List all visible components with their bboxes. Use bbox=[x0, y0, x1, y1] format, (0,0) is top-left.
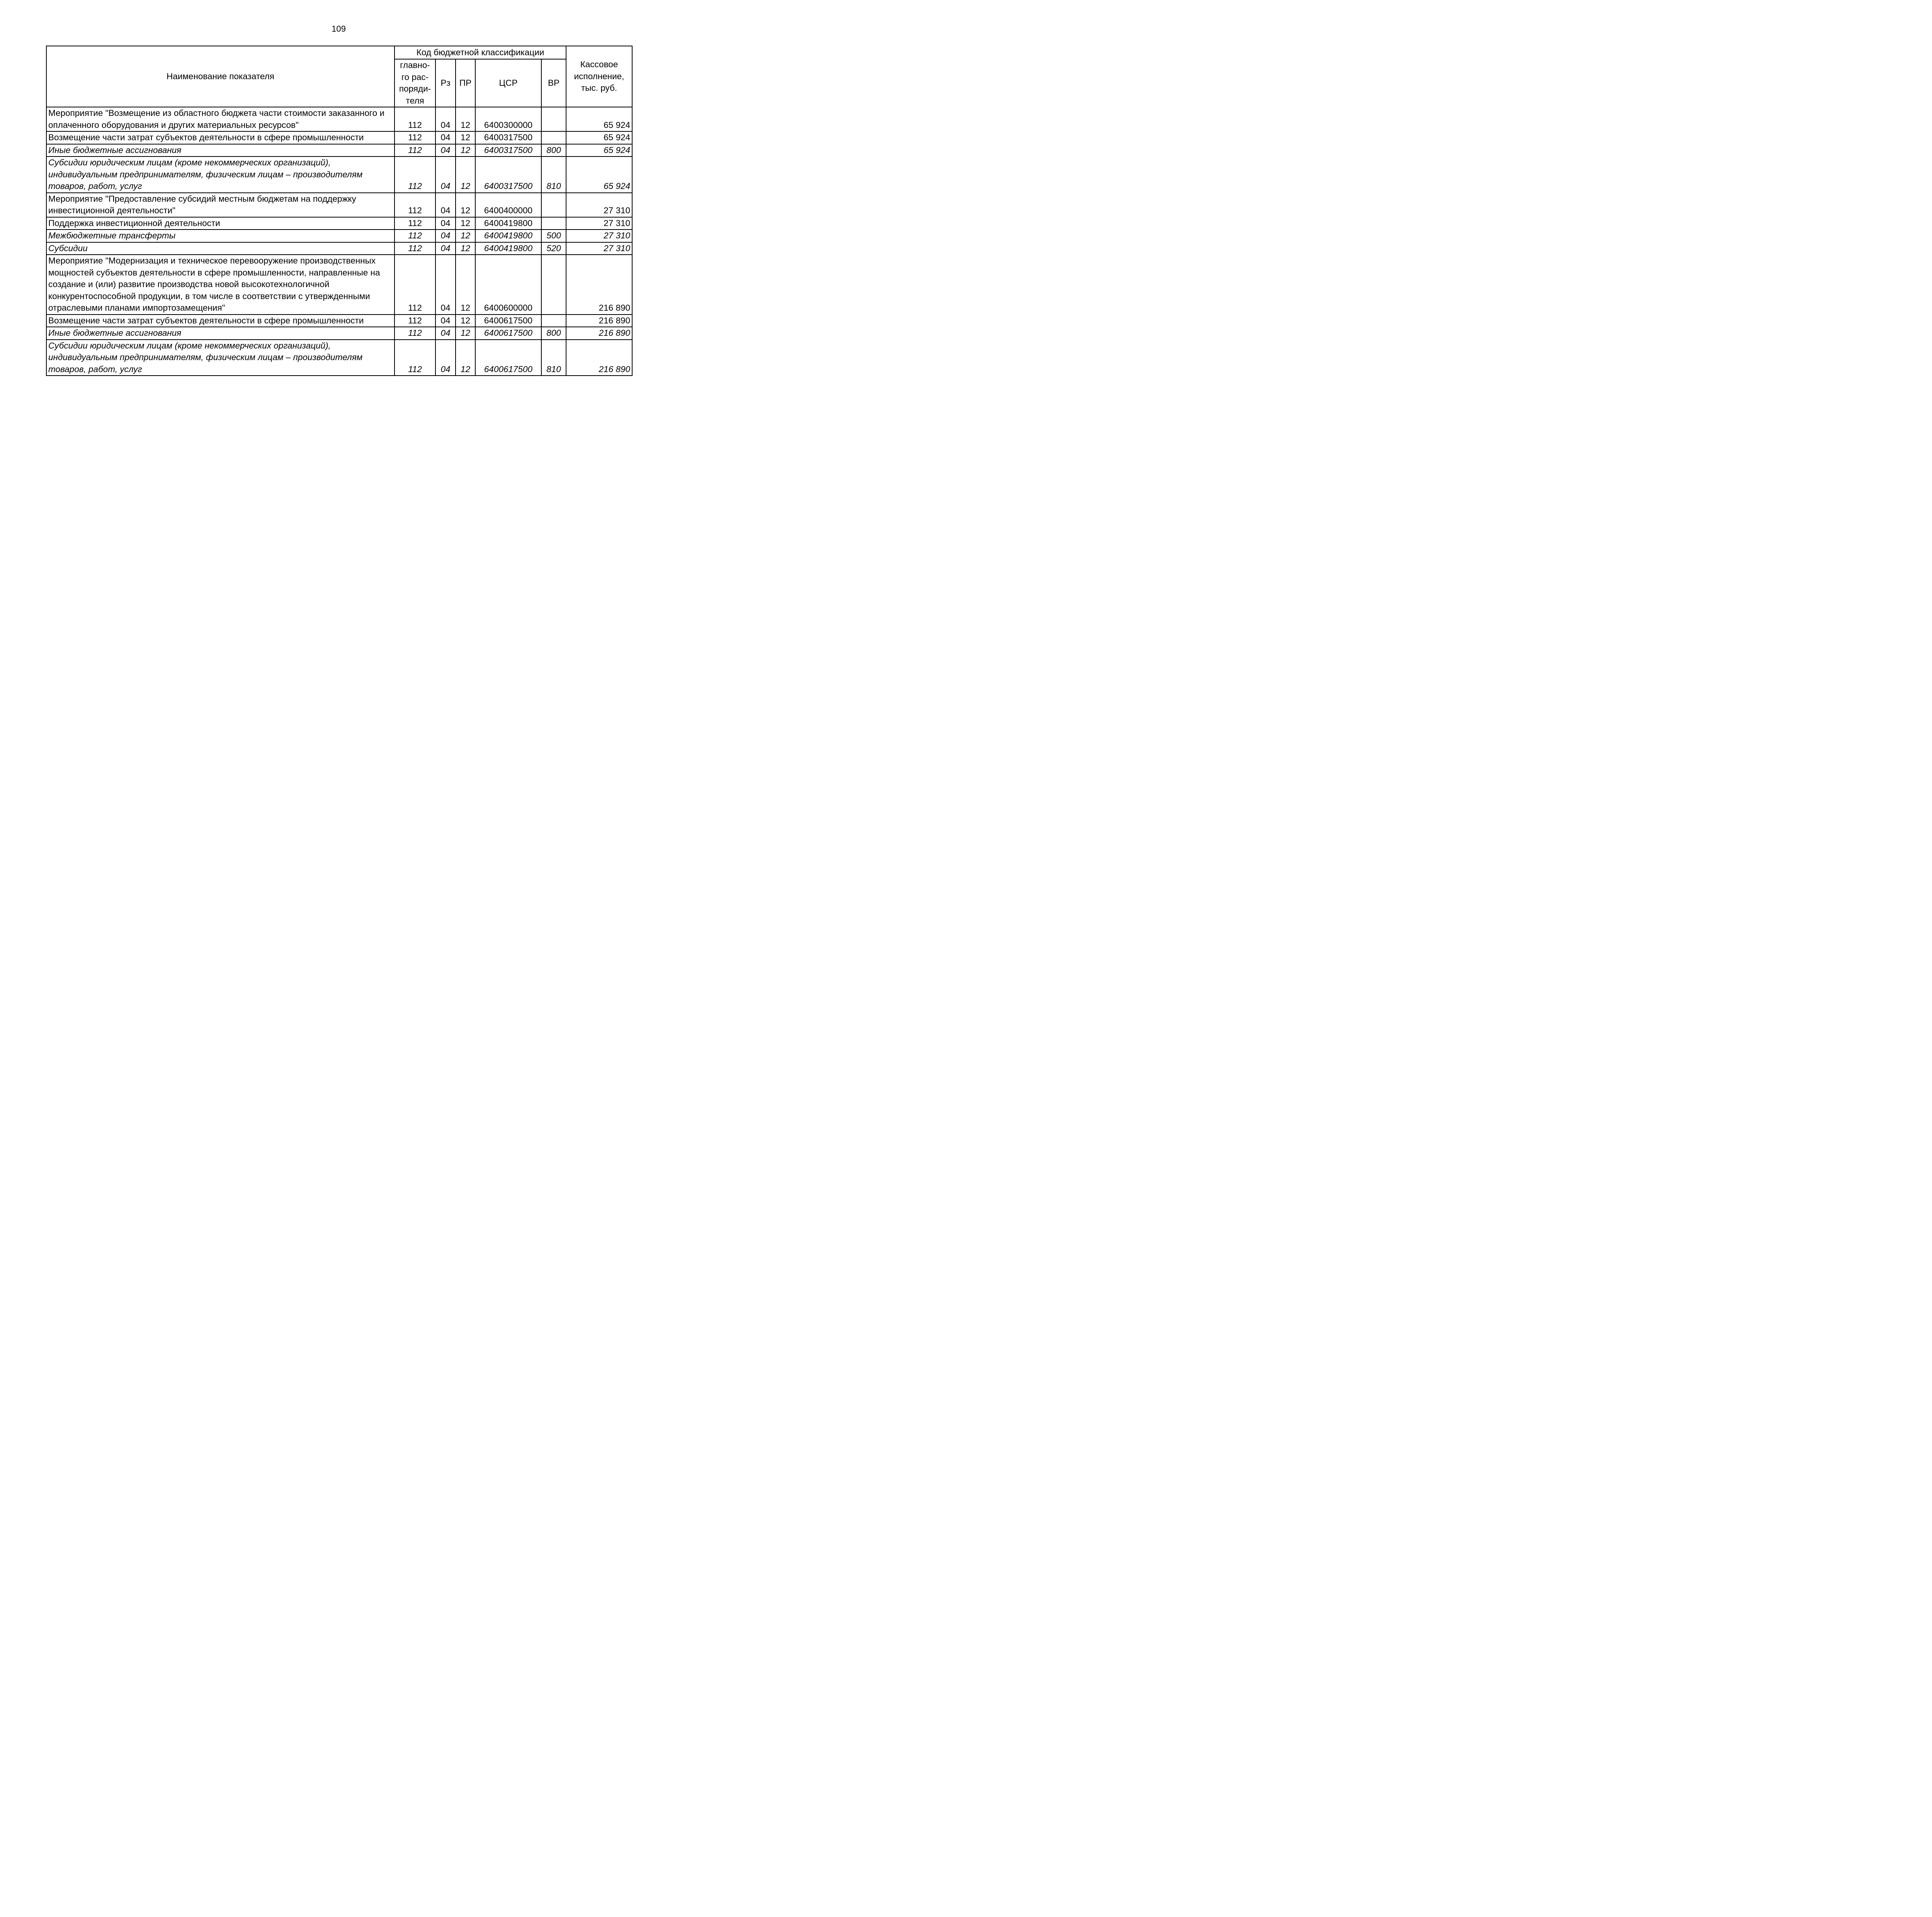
row-name: Межбюджетные трансферты bbox=[46, 230, 395, 242]
row-name: Поддержка инвестиционной деятельности bbox=[46, 217, 395, 230]
row-amount: 65 924 bbox=[566, 131, 632, 144]
row-csr: 6400617500 bbox=[475, 315, 541, 327]
table-row bbox=[46, 315, 632, 327]
row-csr: 6400617500 bbox=[475, 327, 541, 340]
header-vr: ВР bbox=[541, 59, 566, 107]
row-chief-admin: 112 bbox=[395, 107, 435, 131]
row-vr: 800 bbox=[541, 327, 566, 340]
row-chief-admin: 112 bbox=[395, 315, 435, 327]
row-vr: 810 bbox=[541, 156, 566, 193]
row-csr: 6400400000 bbox=[475, 193, 541, 217]
budget-table bbox=[46, 46, 633, 376]
row-rz: 04 bbox=[435, 340, 456, 376]
table-row bbox=[46, 242, 632, 255]
row-rz: 04 bbox=[435, 230, 456, 242]
row-name: Мероприятие "Модернизация и техническое перевооружение производственных мощностей субъектов деятельности в сфере промышленности, направленные на создание и (или) развитие производства новой высокотехнологичной конкурентоспособной продукции, в том числе в соответствии с утвержденными отраслевыми планами импортозамещения" bbox=[46, 255, 395, 315]
table-row bbox=[46, 193, 632, 217]
row-csr: 6400419800 bbox=[475, 217, 541, 230]
row-vr bbox=[541, 217, 566, 230]
row-vr bbox=[541, 193, 566, 217]
row-pr: 12 bbox=[456, 230, 475, 242]
row-pr: 12 bbox=[456, 315, 475, 327]
table-row bbox=[46, 144, 632, 157]
row-vr: 810 bbox=[541, 340, 566, 376]
row-vr: 520 bbox=[541, 242, 566, 255]
row-pr: 12 bbox=[456, 144, 475, 157]
header-rz: Рз bbox=[435, 59, 456, 107]
header-name: Наименование показателя bbox=[46, 46, 395, 107]
table-row bbox=[46, 156, 632, 193]
header-pr: ПР bbox=[456, 59, 475, 107]
row-name: Возмещение части затрат субъектов деятельности в сфере промышленности bbox=[46, 131, 395, 144]
row-chief-admin: 112 bbox=[395, 242, 435, 255]
row-vr bbox=[541, 107, 566, 131]
row-vr bbox=[541, 315, 566, 327]
row-chief-admin: 112 bbox=[395, 340, 435, 376]
row-name: Субсидии юридическим лицам (кроме некоммерческих организаций), индивидуальным предпринимателям, физическим лицам – производителям товаров, работ, услуг bbox=[46, 156, 395, 193]
table-row bbox=[46, 327, 632, 340]
row-name: Иные бюджетные ассигнования bbox=[46, 327, 395, 340]
row-vr: 500 bbox=[541, 230, 566, 242]
row-amount: 216 890 bbox=[566, 315, 632, 327]
row-csr: 6400419800 bbox=[475, 230, 541, 242]
row-csr: 6400317500 bbox=[475, 131, 541, 144]
row-csr: 6400300000 bbox=[475, 107, 541, 131]
row-chief-admin: 112 bbox=[395, 327, 435, 340]
row-pr: 12 bbox=[456, 255, 475, 315]
row-csr: 6400317500 bbox=[475, 144, 541, 157]
header-csr: ЦСР bbox=[475, 59, 541, 107]
row-vr bbox=[541, 131, 566, 144]
header-code-group: Код бюджетной классификации bbox=[395, 46, 566, 59]
row-pr: 12 bbox=[456, 156, 475, 193]
row-rz: 04 bbox=[435, 107, 456, 131]
row-pr: 12 bbox=[456, 193, 475, 217]
row-chief-admin: 112 bbox=[395, 131, 435, 144]
row-rz: 04 bbox=[435, 217, 456, 230]
row-csr: 6400600000 bbox=[475, 255, 541, 315]
row-name: Иные бюджетные ассигнования bbox=[46, 144, 395, 157]
row-rz: 04 bbox=[435, 144, 456, 157]
row-name: Мероприятие "Возмещение из областного бюджета части стоимости заказанного и оплаченного оборудования и других материальных ресурсов" bbox=[46, 107, 395, 131]
header-chief-admin: главно-го рас-поряди-теля bbox=[395, 59, 435, 107]
row-pr: 12 bbox=[456, 340, 475, 376]
row-amount: 27 310 bbox=[566, 217, 632, 230]
table-row bbox=[46, 340, 632, 376]
row-pr: 12 bbox=[456, 131, 475, 144]
row-amount: 65 924 bbox=[566, 107, 632, 131]
row-name: Мероприятие "Предоставление субсидий местным бюджетам на поддержку инвестиционной деятельности" bbox=[46, 193, 395, 217]
row-vr: 800 bbox=[541, 144, 566, 157]
row-pr: 12 bbox=[456, 242, 475, 255]
row-chief-admin: 112 bbox=[395, 255, 435, 315]
table-row bbox=[46, 230, 632, 242]
table-row bbox=[46, 217, 632, 230]
row-rz: 04 bbox=[435, 315, 456, 327]
row-amount: 27 310 bbox=[566, 193, 632, 217]
row-rz: 04 bbox=[435, 242, 456, 255]
row-chief-admin: 112 bbox=[395, 144, 435, 157]
header-amount: Кассовое исполнение, тыс. руб. bbox=[566, 46, 632, 107]
row-chief-admin: 112 bbox=[395, 230, 435, 242]
row-amount: 216 890 bbox=[566, 340, 632, 376]
row-amount: 27 310 bbox=[566, 230, 632, 242]
row-name: Субсидии юридическим лицам (кроме некоммерческих организаций), индивидуальным предпринимателям, физическим лицам – производителям товаров, работ, услуг bbox=[46, 340, 395, 376]
row-rz: 04 bbox=[435, 193, 456, 217]
row-chief-admin: 112 bbox=[395, 193, 435, 217]
row-rz: 04 bbox=[435, 255, 456, 315]
row-vr bbox=[541, 255, 566, 315]
row-pr: 12 bbox=[456, 327, 475, 340]
row-pr: 12 bbox=[456, 217, 475, 230]
row-name: Возмещение части затрат субъектов деятельности в сфере промышленности bbox=[46, 315, 395, 327]
row-pr: 12 bbox=[456, 107, 475, 131]
table-row bbox=[46, 255, 632, 315]
row-amount: 216 890 bbox=[566, 327, 632, 340]
table-row bbox=[46, 131, 632, 144]
row-rz: 04 bbox=[435, 327, 456, 340]
row-chief-admin: 112 bbox=[395, 156, 435, 193]
page-number: 109 bbox=[332, 24, 346, 34]
table-row bbox=[46, 107, 632, 131]
row-chief-admin: 112 bbox=[395, 217, 435, 230]
row-amount: 65 924 bbox=[566, 144, 632, 157]
row-name: Субсидии bbox=[46, 242, 395, 255]
row-rz: 04 bbox=[435, 131, 456, 144]
row-csr: 6400617500 bbox=[475, 340, 541, 376]
row-csr: 6400419800 bbox=[475, 242, 541, 255]
row-rz: 04 bbox=[435, 156, 456, 193]
row-amount: 216 890 bbox=[566, 255, 632, 315]
row-amount: 27 310 bbox=[566, 242, 632, 255]
row-csr: 6400317500 bbox=[475, 156, 541, 193]
row-amount: 65 924 bbox=[566, 156, 632, 193]
